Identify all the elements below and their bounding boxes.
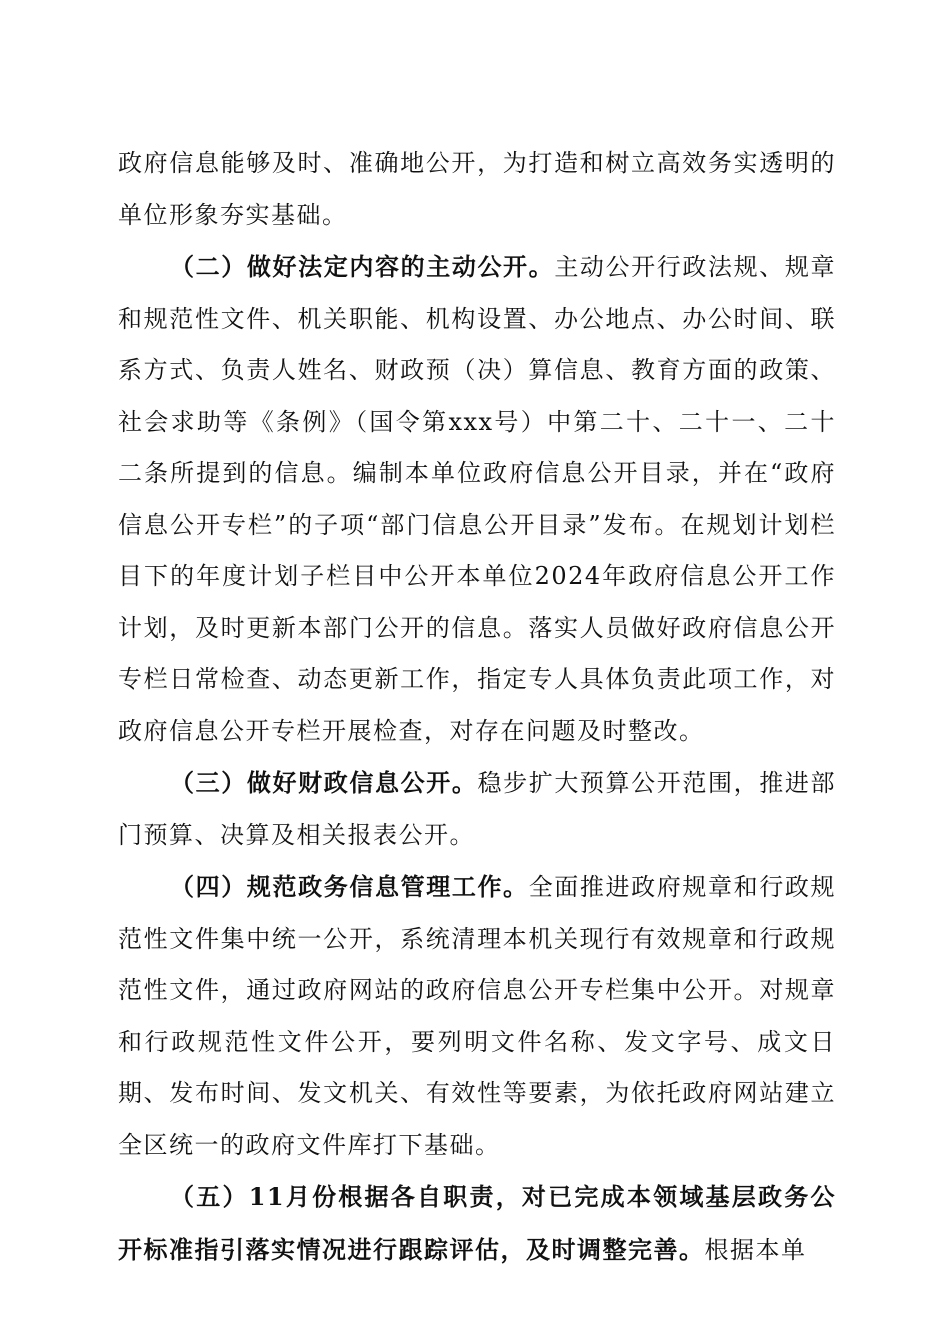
paragraph-text: 政府信息能够及时、准确地公开，为打造和树立高效务实透明的单位形象夯实基础。 — [118, 149, 836, 229]
document-body — [118, 138, 836, 1276]
paragraph-section-4 — [118, 861, 836, 1171]
paragraph-section-5 — [118, 1171, 836, 1276]
paragraph-text: 稳步扩大预算公开范围，推进部门预算、决算及相关报表公开。 — [118, 769, 837, 849]
section-heading: （二）做好法定内容的主动公开。 — [170, 252, 555, 281]
section-heading: （三）做好财政信息公开。 — [170, 768, 478, 797]
paragraph-text: 主动公开行政法规、规章和规范性文件、机关职能、机构设置、办公地点、办公时间、联系方式、负责人姓名、财政预（决）算信息、教育方面的政策、社会求助等《条例》（国令第xxx号）中第二十、二十一、二十二条所提到的信息。编制本单位政府信息公开目录，并在“政府信息公开专栏”的子项“部门信息公开目录”发布。在规划计划栏目下的年度计划子栏目中公开本单位2024年政府信息公开工作计划，及时更新本部门公开的信息。落实人员做好政府信息公开专栏日常检查、动态更新工作，指定专人具体负责此项工作，对政府信息公开专栏开展检查，对存在问题及时整改。 — [118, 253, 837, 745]
paragraph-text: 根据本单 — [704, 1235, 807, 1264]
paragraph-section-3 — [118, 757, 836, 861]
paragraph-text: 全面推进政府规章和行政规范性文件集中统一公开，系统清理本机关现行有效规章和行政规范性文件，通过政府网站的政府信息公开专栏集中公开。对规章和行政规范性文件公开，要列明文件名称、发文字号、成文日期、发布时间、发文机关、有效性等要素，为依托政府网站建立全区统一的政府文件库打下基础。 — [118, 873, 837, 1159]
paragraph-continuation — [118, 138, 836, 241]
section-heading: （五）11月份根据各自职责，对已完成本领域基层政务公开标准指引落实情况进行跟踪评估，及时调整完善。 — [118, 1182, 836, 1264]
section-heading: （四）规范政务信息管理工作。 — [170, 872, 529, 901]
paragraph-section-2 — [118, 241, 836, 757]
